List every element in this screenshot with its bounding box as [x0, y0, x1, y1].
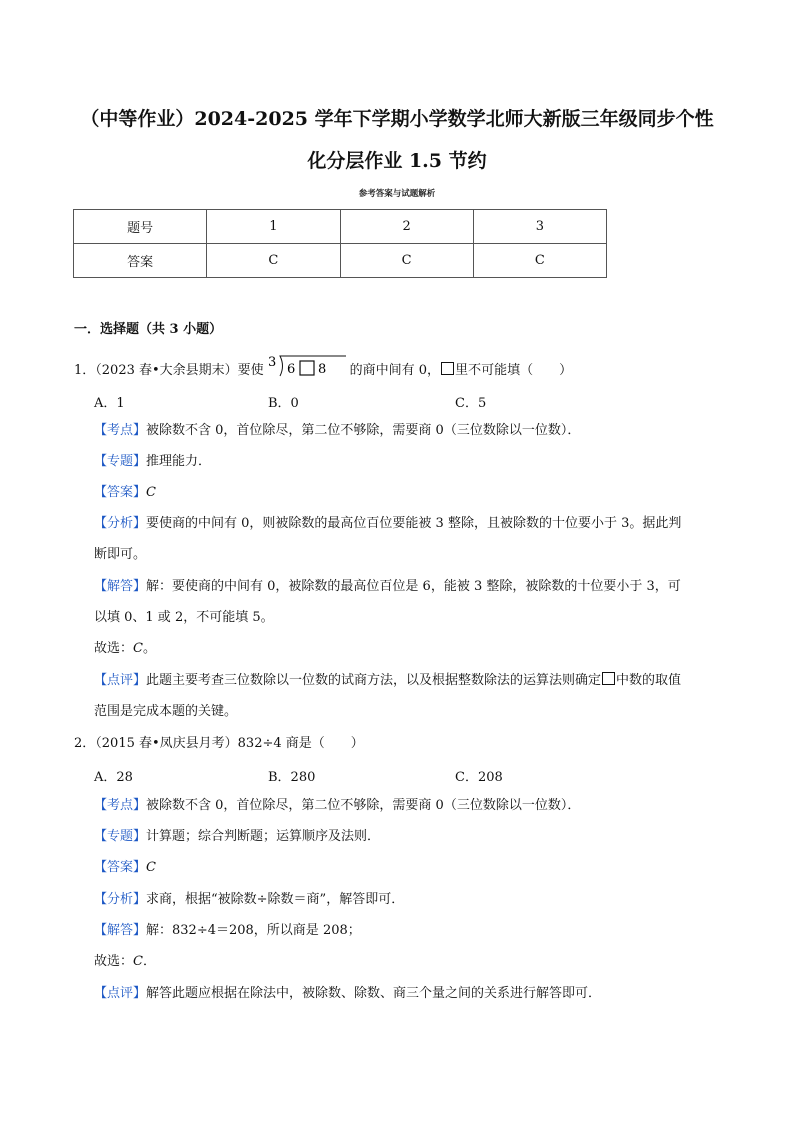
blank-box-icon	[441, 362, 454, 375]
q1-stem	[74, 355, 573, 380]
table-cell: C	[473, 244, 606, 278]
fenxi-text: 要使商的中间有 0，则被除数的最高位百位要能被 3 整除，且被除数的十位要小于 3。据此判	[146, 516, 682, 531]
q1-daan	[94, 484, 156, 502]
dividend-right-text: 8	[317, 362, 326, 377]
dianping-tag: 【点评】	[94, 986, 147, 1001]
table-row	[74, 210, 607, 244]
jieda-tag: 【解答】	[94, 923, 147, 938]
q2-option-a: A．28	[94, 770, 133, 785]
blank-box-icon	[602, 672, 615, 685]
table-cell: 2	[340, 210, 473, 244]
table-row	[74, 244, 607, 278]
dividend-left-text: 6	[286, 362, 295, 377]
fenxi-tag: 【分析】	[94, 516, 147, 531]
q1-guxuan	[94, 640, 156, 658]
guxuan-answer: C	[133, 641, 143, 656]
table-cell: 题号	[74, 210, 207, 244]
dianping-text: 解答此题应根据在除法中，被除数、除数、商三个量之间的关系进行解答即可．	[146, 986, 602, 1001]
q1-kaodian	[94, 422, 580, 440]
title-line-1: （中等作业）2024-2025 学年下学期小学数学北师大新版三年级同步个性	[80, 108, 714, 130]
answer-table	[73, 209, 607, 278]
q1-option-b: B．0	[268, 396, 299, 411]
fenxi-text: 求商，根据“被除数÷除数＝商”，解答即可．	[146, 892, 405, 907]
division-bracket-icon	[266, 354, 348, 380]
kaodian-text: 被除数不含 0，首位除尽，第二位不够除，需要商 0（三位数除以一位数）．	[146, 423, 581, 438]
dianping-text-cont: 中数的取值	[616, 673, 682, 688]
fenxi-tag: 【分析】	[94, 892, 147, 907]
q2-option-c: C．208	[455, 770, 503, 785]
table-cell: 答案	[74, 244, 207, 278]
zhuanti-tag: 【专题】	[94, 454, 147, 469]
zhuanti-tag: 【专题】	[94, 829, 147, 844]
q2-dianping	[94, 985, 601, 1003]
q2-stem: 2．（2015 春•凤庆县月考）832÷4 商是（ ）	[74, 736, 364, 751]
zhuanti-text: 推理能力．	[146, 454, 212, 469]
blank-box-icon	[300, 361, 314, 375]
q1-stem-suffix2: 里不可能填（ ）	[455, 363, 573, 378]
q2-option-b: B．280	[268, 770, 316, 785]
document-title	[60, 98, 734, 182]
q1-dianping-cont: 范围是完成本题的关键。	[94, 704, 238, 719]
section-title: 一．选择题（共 3 小题）	[74, 322, 223, 337]
kaodian-tag: 【考点】	[94, 423, 147, 438]
guxuan-suffix: ．	[142, 954, 156, 969]
q2-guxuan	[94, 953, 156, 971]
q2-fenxi	[94, 891, 404, 909]
dianping-text: 此题主要考查三位数除以一位数的试商方法，以及根据整数除法的运算法则确定	[146, 673, 602, 688]
q1-jieda	[94, 578, 681, 596]
zhuanti-text: 计算题；综合判断题；运算顺序及法则．	[146, 829, 381, 844]
guxuan-answer: C	[133, 954, 143, 969]
q2-jieda	[94, 922, 361, 940]
q1-stem-prefix: 1．（2023 春•大余县期末）要使	[74, 363, 264, 378]
subtitle: 参考答案与试题解析	[358, 189, 436, 199]
jieda-text: 解：832÷4＝208，所以商是 208；	[146, 923, 361, 938]
divisor-text: 3	[267, 355, 276, 370]
table-cell: 1	[207, 210, 340, 244]
guxuan-suffix: 。	[142, 641, 156, 656]
q1-fenxi	[94, 515, 681, 533]
q1-fenxi-cont: 断即可。	[94, 547, 147, 562]
kaodian-text: 被除数不含 0，首位除尽，第二位不够除，需要商 0（三位数除以一位数）．	[146, 798, 581, 813]
table-cell: 3	[473, 210, 606, 244]
table-cell: C	[207, 244, 340, 278]
q1-jieda-cont: 以填 0、1 或 2，不可能填 5。	[94, 610, 274, 625]
table-cell: C	[340, 244, 473, 278]
daan-tag: 【答案】	[94, 485, 147, 500]
q1-option-c: C．5	[455, 396, 487, 411]
q1-stem-suffix: 的商中间有 0，	[349, 363, 441, 378]
daan-text: C	[146, 485, 156, 500]
daan-tag: 【答案】	[94, 860, 147, 875]
q1-dianping	[94, 672, 681, 690]
q2-kaodian	[94, 797, 580, 815]
q1-zhuanti	[94, 453, 211, 471]
q2-daan	[94, 859, 156, 877]
dianping-tag: 【点评】	[94, 673, 147, 688]
jieda-tag: 【解答】	[94, 579, 147, 594]
guxuan-prefix: 故选：	[94, 954, 134, 969]
division-expression	[266, 355, 348, 378]
q2-zhuanti	[94, 828, 380, 846]
daan-text: C	[146, 860, 156, 875]
q1-option-a: A．1	[94, 396, 125, 411]
jieda-text: 解：要使商的中间有 0，被除数的最高位百位是 6，能被 3 整除，被除数的十位要小于 3，可	[146, 579, 681, 594]
guxuan-prefix: 故选：	[94, 641, 134, 656]
title-line-2: 化分层作业 1.5 节约	[307, 150, 487, 172]
kaodian-tag: 【考点】	[94, 798, 147, 813]
